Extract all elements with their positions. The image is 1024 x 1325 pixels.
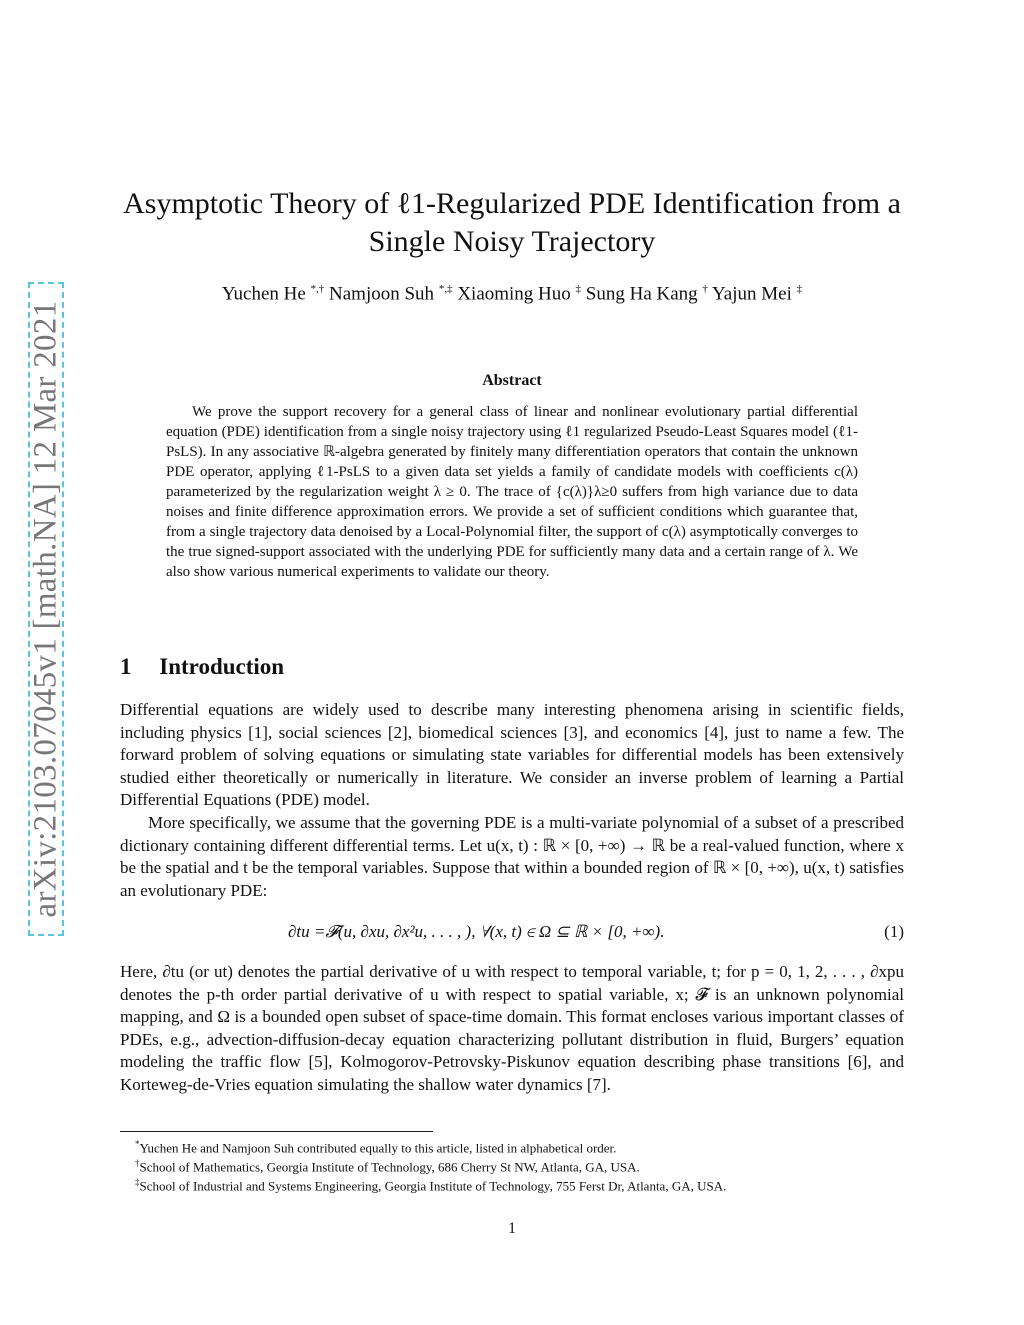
equation-number: (1) xyxy=(884,922,904,941)
section-title: Introduction xyxy=(159,654,285,679)
author-affiliation-mark: *,‡ xyxy=(438,283,453,295)
author-name: Sung Ha Kang xyxy=(585,283,698,305)
author-name: Yuchen He xyxy=(221,283,306,305)
arxiv-identifier: arXiv:2103.07045v1 [math.NA] 12 Mar 2021 xyxy=(27,300,64,918)
paper-title-line-1: Asymptotic Theory of ℓ1-Regularized PDE Identification from a xyxy=(123,187,901,220)
footnote-text: School of Mathematics, Georgia Institute of Technology, 686 Cherry St NW, Atlanta, GA, USA. xyxy=(139,1159,640,1175)
author-affiliation-mark: *,† xyxy=(310,283,325,295)
abstract-body: We prove the support recovery for a general class of linear and nonlinear evolutionary partial differential equation (PDE) identification from a single noisy trajectory using ℓ1 regularized Pseudo-Least Squares model (ℓ1-PsLS). In any associative ℝ-algebra generated by finitely many differentiation operators that contain the unknown PDE operator, applying ℓ1-PsLS to a given data set yields a family of candidate models with coefficients c(λ) parameterized by the regularization weight λ ≥ 0. The trace of {c(λ)}λ≥0 suffers from high variance due to data noises and finite difference approximation errors. We provide a set of sufficient conditions which guarantee that, from a single trajectory data denoised by a Local-Polynomial filter, the support of c(λ) asymptotically converges to the true signed-support associated with the underlying PDE for sufficiently many data and a certain range of λ. We also show various numerical experiments to validate our theory. xyxy=(166,404,858,580)
body-paragraph: More specifically, we assume that the governing PDE is a multi-variate polynomial of a subset of a prescribed dictionary containing different differential terms. Let u(x, t) : ℝ × [0, +∞) → ℝ be a real-valued function, where x be the spatial and t be the temporal variables. Suppose that within a bounded region of ℝ × [0, +∞), u(x, t) satisfies an evolutionary PDE: xyxy=(120,813,904,900)
body-paragraph: Differential equations are widely used to describe many interesting phenomena arising in scientific fields, including physics [1], social sciences [2], biomedical sciences [3], and economics [4], just to name a few. The forward problem of solving equations or simulating state variables for differential models has been extensively studied either theoretically or numerically in literature. We consider an inverse problem of learning a Partial Differential Equations (PDE) model. xyxy=(120,700,904,810)
paper-title-line-2: Single Noisy Trajectory xyxy=(368,225,656,258)
section-number: 1 xyxy=(120,654,132,679)
section-heading xyxy=(120,654,284,680)
footnote-divider xyxy=(120,1131,433,1132)
author-name: Xiaoming Huo xyxy=(457,283,571,305)
author-list xyxy=(0,283,1024,305)
footnote-mark: ‡ xyxy=(135,1177,140,1187)
footnote-text: School of Industrial and Systems Engineering, Georgia Institute of Technology, 755 Ferst Dr, Atlanta, GA, USA. xyxy=(139,1178,727,1194)
page-number: 1 xyxy=(508,1220,516,1237)
author-name: Namjoon Suh xyxy=(329,283,435,305)
author-affiliation-mark: ‡ xyxy=(575,283,582,295)
author-name: Yajun Mei xyxy=(711,283,792,305)
footnote xyxy=(135,1173,726,1195)
footnote-mark: † xyxy=(135,1158,140,1168)
footnote-mark: * xyxy=(135,1139,140,1149)
author-affiliation-mark: ‡ xyxy=(796,283,803,295)
footnote-text: Yuchen He and Namjoon Suh contributed equally to this article, listed in alphabetical order. xyxy=(139,1140,617,1156)
author-affiliation-mark: † xyxy=(702,283,708,295)
equation: ∂tu =𝓕(u, ∂xu, ∂x²u, . . . , ), ∀(x, t) ∈ Ω ⊆ ℝ × [0, +∞). xyxy=(288,922,665,941)
body-paragraph: Here, ∂tu (or ut) denotes the partial derivative of u with respect to temporal variable, t; for p = 0, 1, 2, . . . , ∂xpu denotes the p-th order partial derivative of u with respect to spatial variable, x; 𝓕 is an unknown polynomial mapping, and Ω is a bounded open subset of space-time domain. This format encloses various important classes of PDEs, e.g., advection-diffusion-decay equation characterizing pollutant distribution in fluid, Burgers’ equation modeling the traffic flow [5], Kolmogorov-Petrovsky-Piskunov equation describing phase transitions [6], and Korteweg-de-Vries equation simulating the shallow water dynamics [7]. xyxy=(120,962,904,1094)
abstract-heading: Abstract xyxy=(482,372,542,389)
